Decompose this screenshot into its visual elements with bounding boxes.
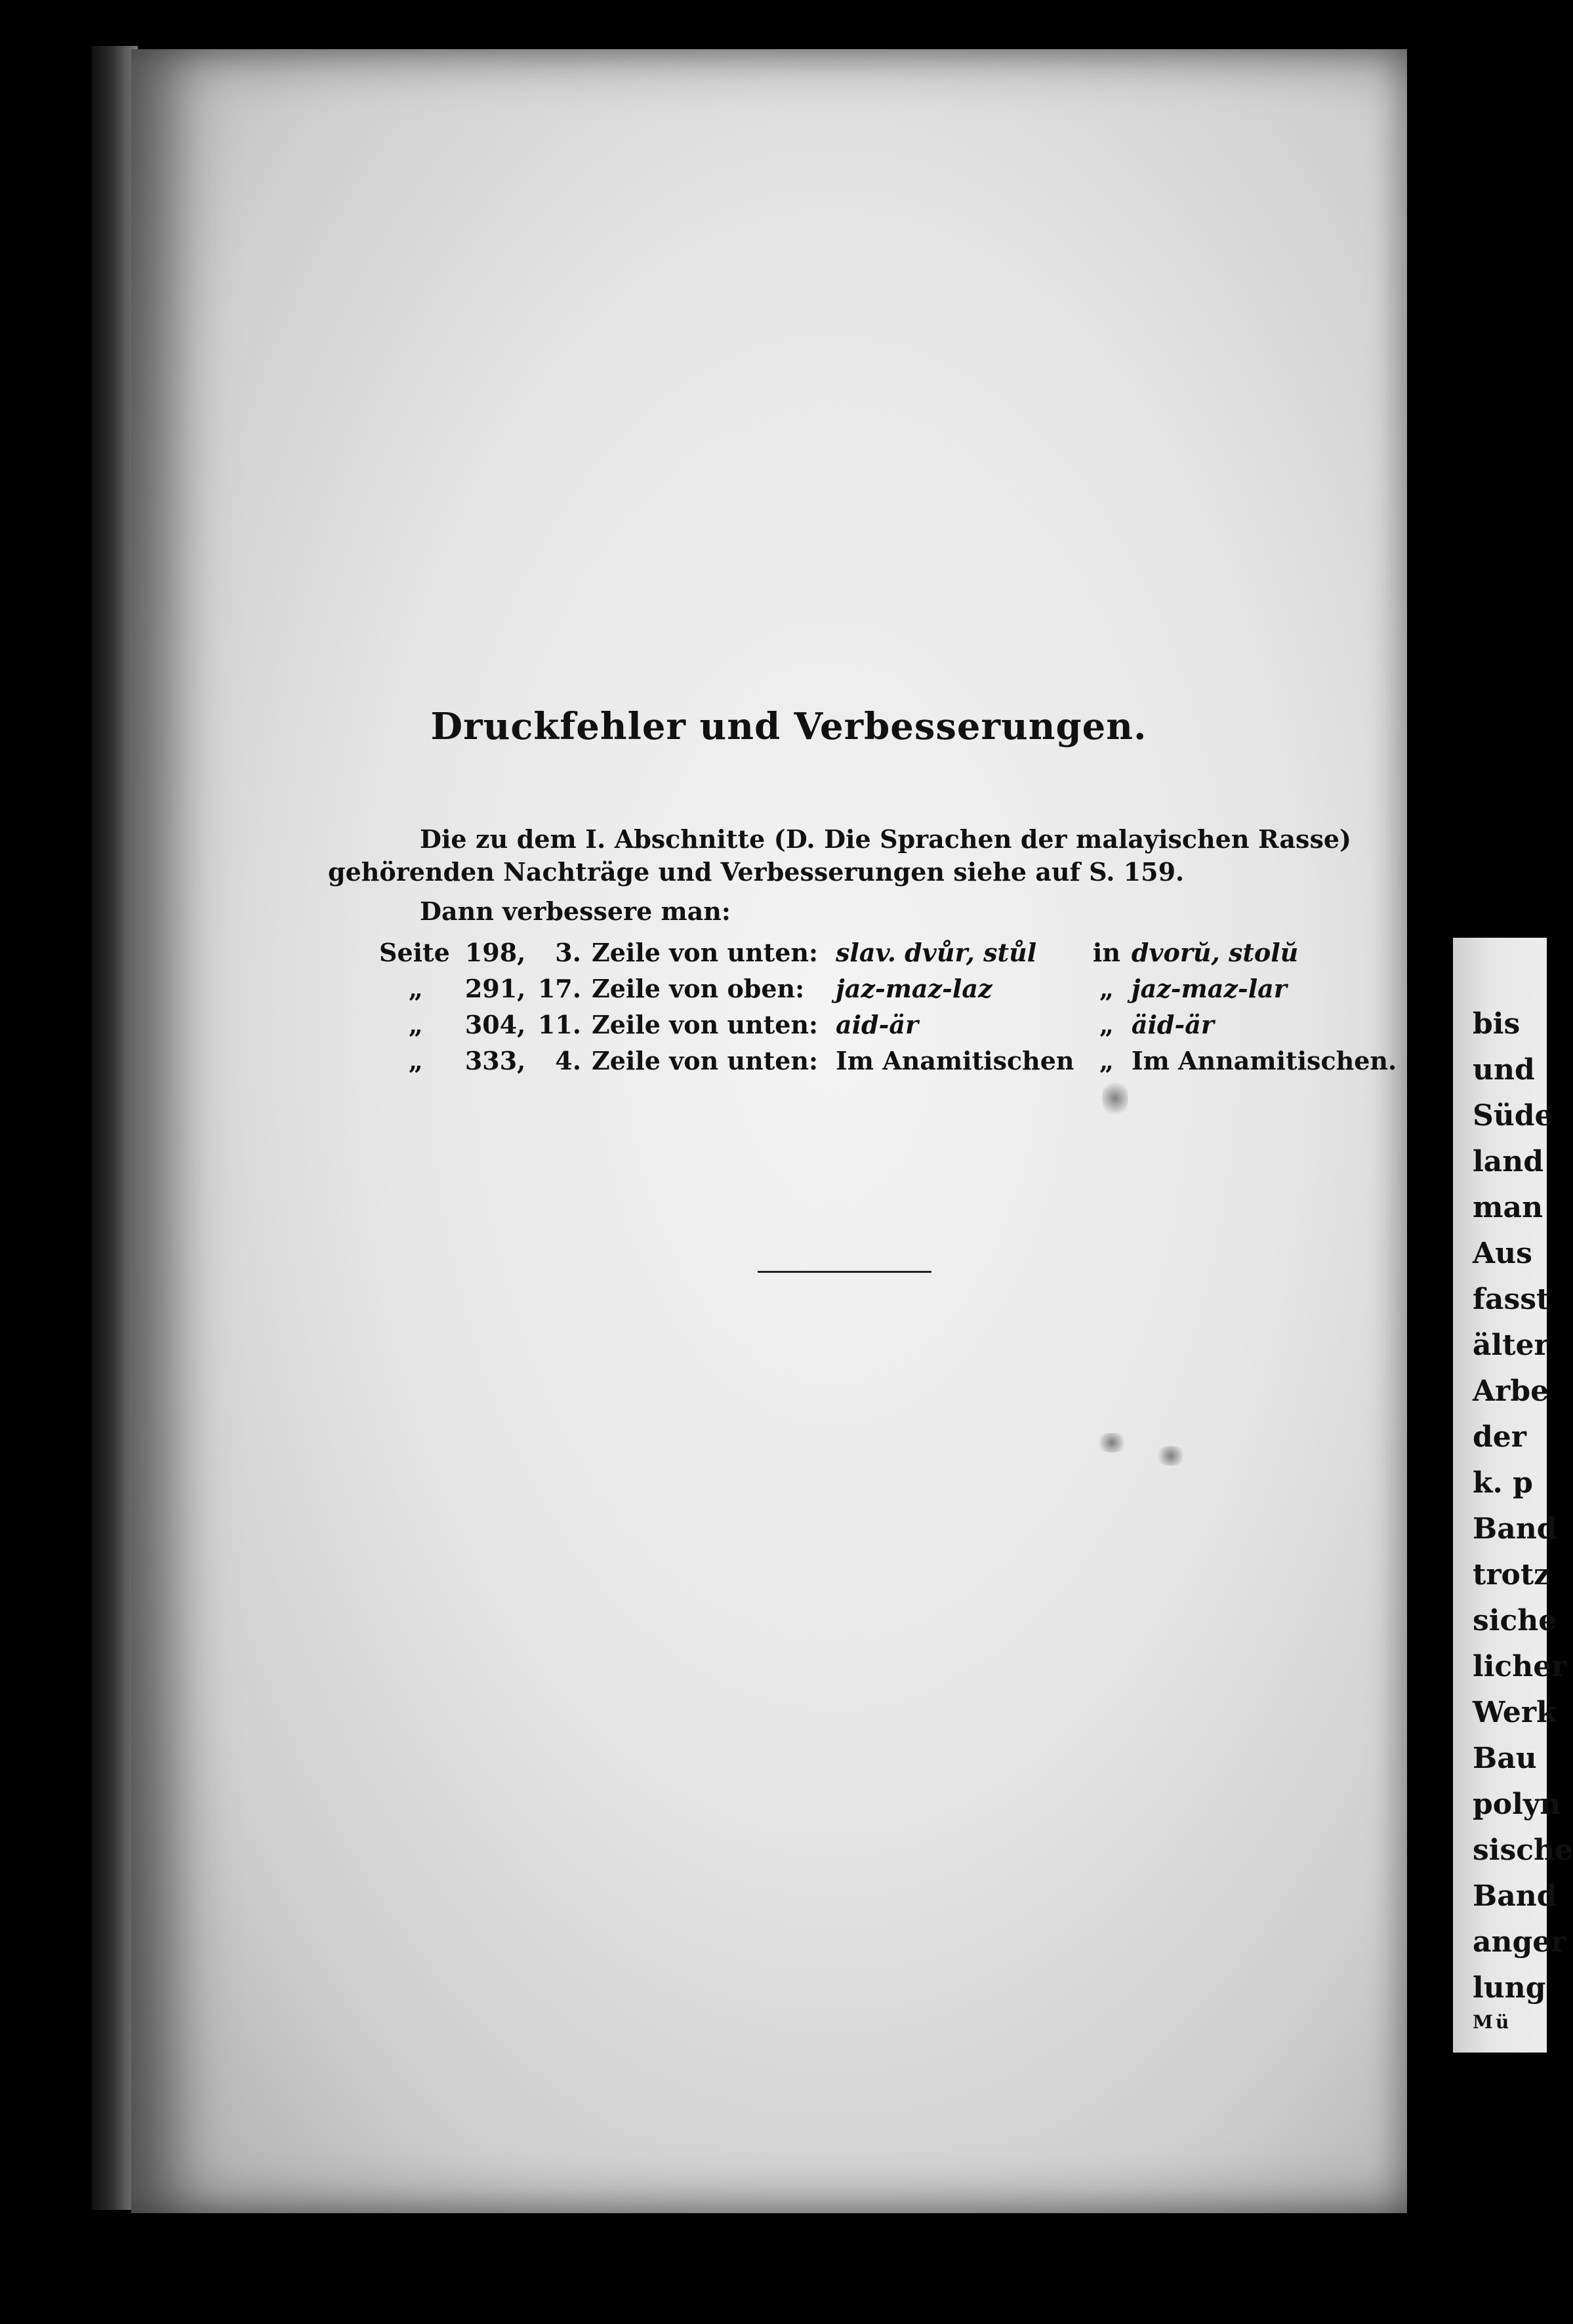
errata-line: 4. xyxy=(555,1046,581,1075)
errata-wrong: Im Anamitischen xyxy=(836,1046,1074,1075)
errata-line: 11. xyxy=(537,1010,581,1039)
fragment-line: Band xyxy=(1473,1879,1557,1913)
fragment-line: Werk xyxy=(1473,1696,1557,1729)
fragment-line: licher xyxy=(1473,1650,1567,1683)
errata-right: Im Annamitischen. xyxy=(1131,1046,1397,1075)
fragment-line: bis xyxy=(1473,1007,1521,1041)
intro-paragraph: Die zu dem I. Abschnitte (D. Die Sprachen der malayischen Rasse) gehörenden Nachträge und Verbesserungen siehe auf S. 159. xyxy=(328,824,1351,887)
errata-row xyxy=(374,1043,1410,1079)
errata-lead: „ xyxy=(408,1046,423,1075)
fragment-line: k. p xyxy=(1473,1466,1533,1500)
errata-sep: „ xyxy=(1099,974,1114,1003)
fragment-line: anger xyxy=(1473,1925,1566,1959)
errata-page: 291, xyxy=(464,974,526,1003)
errata-position: Zeile von unten: xyxy=(591,938,819,967)
errata-wrong: aid-är xyxy=(836,1010,919,1039)
errata-position: Zeile von unten: xyxy=(591,1046,819,1075)
fragment-line: trotz xyxy=(1473,1558,1551,1592)
fragment-line: lung xyxy=(1473,1971,1546,2005)
errata-position: Zeile von oben: xyxy=(591,974,805,1003)
errata-lead: „ xyxy=(408,974,423,1003)
adjacent-page-fragment xyxy=(1453,938,1573,2053)
errata-row xyxy=(374,971,1410,1007)
fragment-line: der xyxy=(1473,1420,1526,1454)
fragment-line: sische xyxy=(1473,1833,1573,1867)
errata-sep: „ xyxy=(1099,1010,1114,1039)
fragment-line: Bau xyxy=(1473,1742,1537,1775)
fragment-line: älter xyxy=(1473,1329,1549,1362)
page-title: Druckfehler und Verbesserungen. xyxy=(430,705,1147,748)
fragment-line: man xyxy=(1473,1191,1543,1224)
errata-row xyxy=(374,1007,1410,1043)
errata-right: dvorŭ, stolŭ xyxy=(1131,938,1299,967)
fragment-line: Aus xyxy=(1473,1237,1532,1270)
errata-page: 304, xyxy=(464,1010,526,1039)
errata-wrong: slav. dvůr, stůl xyxy=(836,938,1037,967)
book-page xyxy=(131,49,1407,2213)
fragment-line: fasst xyxy=(1473,1283,1550,1316)
errata-wrong: jaz-maz-laz xyxy=(836,974,992,1003)
errata-sep: „ xyxy=(1099,1046,1114,1075)
errata-row xyxy=(374,934,1410,971)
errata-right: äid-är xyxy=(1131,1010,1214,1039)
errata-page: 198, xyxy=(464,938,526,967)
fragment-line: Band xyxy=(1473,1512,1557,1546)
errata-sep: in xyxy=(1092,938,1120,967)
errata-table xyxy=(374,934,1410,1079)
section-divider xyxy=(758,1271,931,1273)
fragment-line: Arbe xyxy=(1473,1374,1549,1408)
errata-line: 3. xyxy=(555,938,581,967)
errata-position: Zeile von unten: xyxy=(591,1010,819,1039)
instruction-line: Dann verbessere man: xyxy=(420,896,731,926)
ink-smudge xyxy=(1154,1446,1187,1466)
errata-lead: „ xyxy=(408,1010,423,1039)
errata-right: jaz-maz-lar xyxy=(1131,974,1287,1003)
ink-smudge xyxy=(1095,1433,1128,1452)
errata-lead: Seite xyxy=(379,938,450,967)
fragment-line: polyn xyxy=(1473,1788,1561,1821)
ink-smudge xyxy=(1102,1079,1128,1118)
fragment-line: land xyxy=(1473,1145,1543,1178)
fragment-line: Mü xyxy=(1473,2011,1512,2033)
errata-page: 333, xyxy=(464,1046,526,1075)
fragment-line: siche xyxy=(1473,1604,1557,1637)
fragment-line: Süde xyxy=(1473,1099,1553,1132)
fragment-line: und xyxy=(1473,1053,1535,1087)
errata-line: 17. xyxy=(537,974,581,1003)
